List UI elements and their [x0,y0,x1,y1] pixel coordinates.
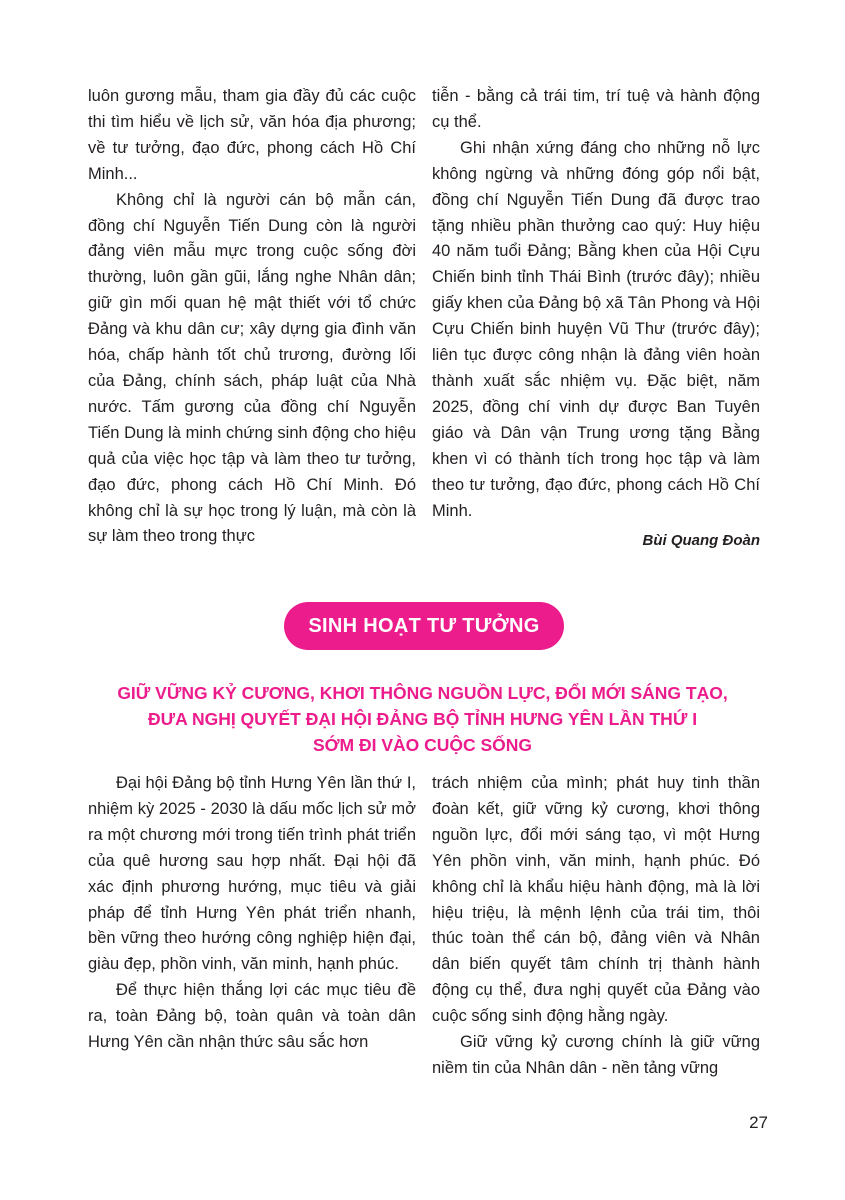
paragraph: tiễn - bằng cả trái tim, trí tuệ và hành động cụ thể. [432,87,760,131]
top-right-column [432,84,760,554]
article-title-line: GIỮ VỮNG KỶ CƯƠNG, KHƠI THÔNG NGUỒN LỰC, ĐỔI MỚI SÁNG TẠO, [117,683,728,703]
paragraph: Để thực hiện thắng lợi các mục tiêu đề ra, toàn Đảng bộ, toàn quân và toàn dân Hưng Yên cần nhận thức sâu sắc hơn [88,981,416,1052]
section-banner: SINH HOẠT TƯ TƯỞNG [284,602,564,650]
top-left-column [88,84,416,550]
author-byline: Bùi Quang Đoàn [642,532,760,550]
article-title-line: SỚM ĐI VÀO CUỘC SỐNG [312,735,533,755]
paragraph: luôn gương mẫu, tham gia đầy đủ các cuộc thi tìm hiểu về lịch sử, văn hóa địa phương; về tư tưởng, đạo đức, phong cách Hồ Chí Minh... [88,87,416,183]
paragraph: Đại hội Đảng bộ tỉnh Hưng Yên lần thứ I, nhiệm kỳ 2025 - 2030 là dấu mốc lịch sử mở ra một chương mới trong tiến trình phát triển của quê hương sau hợp nhất. Đại hội đã xác định phương hướng, mục tiêu và giải pháp để tỉnh Hưng Yên phát triển nhanh, bền vững theo hướng công nghiệp hiện đại, giàu đẹp, phồn vinh, văn minh, hạnh phúc. [88,774,416,974]
paragraph: Ghi nhận xứng đáng cho những nỗ lực không ngừng và những đóng góp nổi bật, đồng chí Nguyễn Tiến Dung đã được trao tặng nhiều phần thưởng cao quý: Huy hiệu 40 năm tuổi Đảng; Bằng khen của Hội Cựu Chiến binh tỉnh Thái Bình (trước đây); nhiều giấy khen của Đảng bộ xã Tân Phong và Hội Cựu Chiến binh huyện Vũ Thư (trước đây); liên tục được công nhận là đảng viên hoàn thành xuất sắc nhiệm vụ. Đặc biệt, năm 2025, đồng chí vinh dự được Ban Tuyên giáo và Dân vận Trung ương tặng Bằng khen vì có thành tích trong học tập và làm theo tư tưởng, đạo đức, phong cách Hồ Chí Minh. [432,138,760,520]
page-number: 27 [749,1113,768,1132]
paragraph: Giữ vững kỷ cương chính là giữ vững niềm tin của Nhân dân - nền tảng vững [432,1033,760,1077]
article-title-line: ĐƯA NGHỊ QUYẾT ĐẠI HỘI ĐẢNG BỘ TỈNH HƯNG YÊN LẦN THỨ I [147,709,698,729]
article-title [60,680,785,758]
bottom-left-column [88,771,416,1056]
paragraph: Không chỉ là người cán bộ mẫn cán, đồng chí Nguyễn Tiến Dung còn là người đảng viên mẫu mực trong cuộc sống đời thường, luôn gần gũi, lắng nghe Nhân dân; giữ gìn mối quan hệ mật thiết với tổ chức Đảng và khu dân cư; xây dựng gia đình văn hóa, chấp hành tốt chủ trương, đường lối của Đảng, chính sách, pháp luật của Nhà nước. Tấm gương của đồng chí Nguyễn Tiến Dung là minh chứng sinh động cho hiệu quả của việc học tập và làm theo tư tưởng, đạo đức, phong cách Hồ Chí Minh. Đó không chỉ là sự học trong lý luận, mà còn là sự làm theo trong thực [88,190,416,546]
bottom-right-column [432,771,760,1082]
paragraph: trách nhiệm của mình; phát huy tinh thần đoàn kết, giữ vững kỷ cương, khơi thông nguồn lực, đổi mới sáng tạo, vì một Hưng Yên phồn vinh, văn minh, hạnh phúc. Đó không chỉ là khẩu hiệu hành động, mà là lời hiệu triệu, là mệnh lệnh của trái tim, thôi thúc toàn thể cán bộ, đảng viên và Nhân dân biến quyết tâm chính trị thành hành động cụ thể, đưa nghị quyết của Đảng vào cuộc sống sinh động hằng ngày. [432,774,760,1026]
